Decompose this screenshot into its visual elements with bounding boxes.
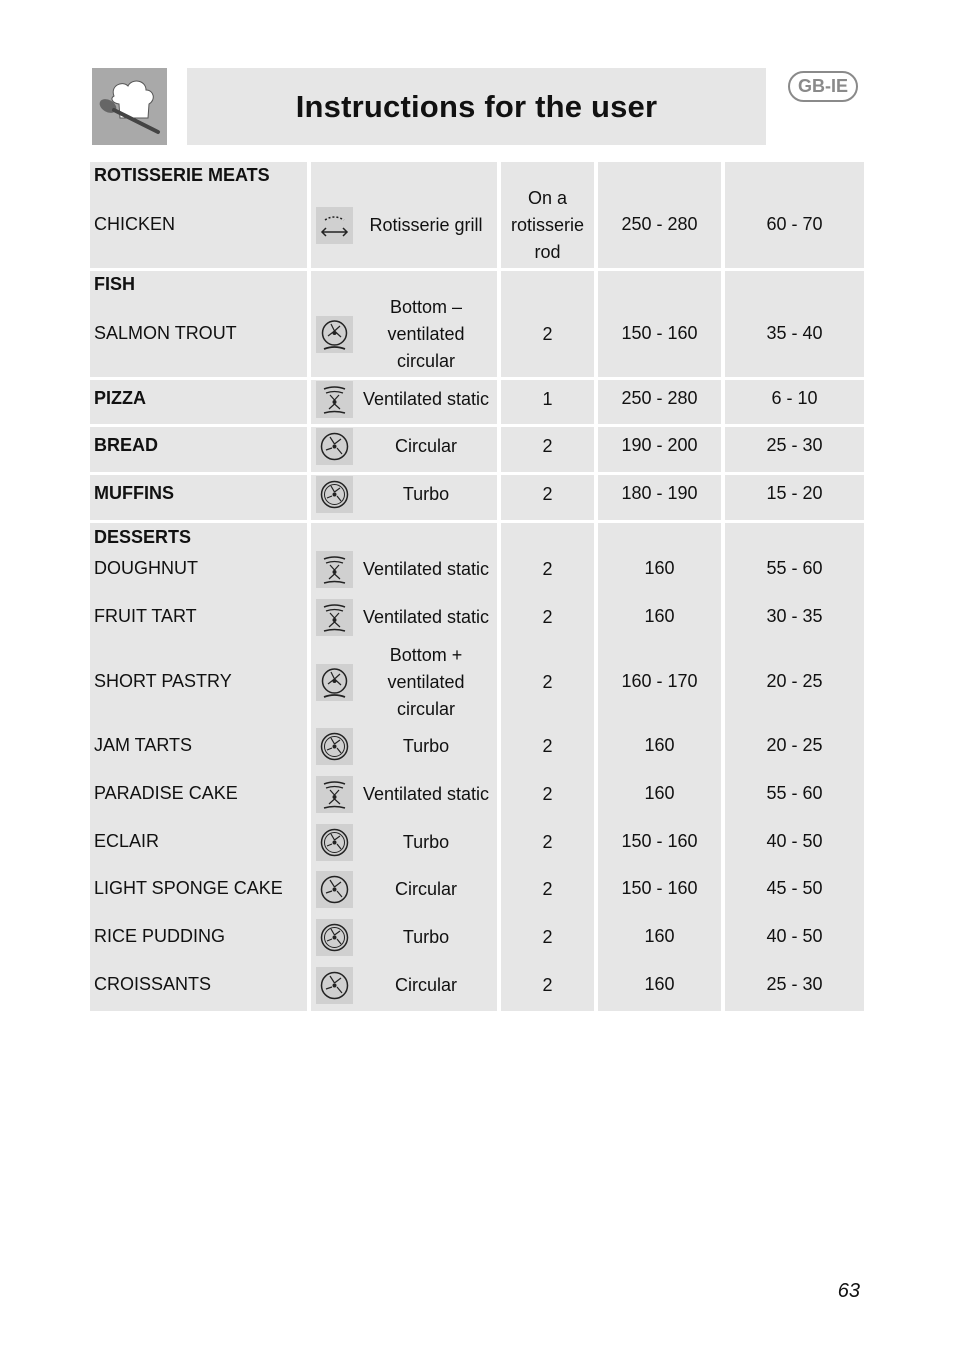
temperature: 250 - 280 <box>621 214 698 234</box>
shelf-position: 2 <box>542 606 553 627</box>
turbo-icon <box>316 824 353 861</box>
shelf-position: 2 <box>542 558 553 579</box>
temperature: 160 - 170 <box>621 671 698 691</box>
cooking-function: Ventilated static <box>362 558 490 579</box>
shelf-position: On a rotisserie rod <box>510 187 585 262</box>
category-heading: FISH <box>94 274 136 294</box>
food-name: MUFFINS <box>94 483 174 503</box>
cooking-function: Ventilated static <box>362 783 490 804</box>
shelf-position: 2 <box>542 926 553 947</box>
temperature: 160 <box>644 606 675 626</box>
cooking-time: 40 - 50 <box>766 831 823 851</box>
temperature: 150 - 160 <box>621 878 698 898</box>
shelf-position: 1 <box>542 388 553 409</box>
food-name: SHORT PASTRY <box>94 671 232 691</box>
food-name: DOUGHNUT <box>94 558 198 578</box>
food-name: LIGHT SPONGE CAKE <box>94 878 283 898</box>
page-title: Instructions for the user <box>295 88 658 124</box>
shelf-position: 2 <box>542 735 553 756</box>
temperature: 190 - 200 <box>621 435 698 455</box>
food-name: CROISSANTS <box>94 974 212 994</box>
shelf-position: 2 <box>542 483 553 504</box>
cooking-time: 30 - 35 <box>766 606 823 626</box>
food-name: SALMON TROUT <box>94 323 237 343</box>
cooking-function: Circular <box>394 974 457 995</box>
temperature: 160 <box>644 558 675 578</box>
ventilated-static-icon <box>316 381 353 418</box>
cooking-function: Rotisserie grill <box>369 214 483 235</box>
cooking-function: Turbo <box>402 926 450 947</box>
cooking-function: Ventilated static <box>362 606 490 627</box>
cooking-function: Ventilated static <box>362 388 490 409</box>
rotisserie-grill-icon <box>316 207 353 244</box>
bottom-ventilated-circular-icon <box>316 316 353 353</box>
food-name: PARADISE CAKE <box>94 783 238 803</box>
temperature: 150 - 160 <box>621 323 698 343</box>
cooking-function: Circular <box>394 435 457 456</box>
language-badge: GB-IE <box>788 71 858 102</box>
cooking-time: 55 - 60 <box>766 783 823 803</box>
food-name: BREAD <box>94 435 159 455</box>
cooking-function: Circular <box>394 878 457 899</box>
turbo-icon <box>316 476 353 513</box>
category-heading: ROTISSERIE MEATS <box>94 165 270 185</box>
cooking-time: 35 - 40 <box>766 323 823 343</box>
food-name: RICE PUDDING <box>94 926 226 946</box>
cooking-time: 55 - 60 <box>766 558 823 578</box>
ventilated-static-icon <box>316 776 353 813</box>
shelf-position: 2 <box>542 878 553 899</box>
food-name: JAM TARTS <box>94 735 193 755</box>
turbo-icon <box>316 728 353 765</box>
cooking-time: 25 - 30 <box>766 974 823 994</box>
temperature: 160 <box>644 926 675 946</box>
food-name: FRUIT TART <box>94 606 197 626</box>
cooking-function: Turbo <box>402 483 450 504</box>
temperature: 160 <box>644 735 675 755</box>
category-heading: DESSERTS <box>94 527 192 547</box>
shelf-position: 2 <box>542 831 553 852</box>
cooking-time: 15 - 20 <box>766 483 823 503</box>
temperature: 250 - 280 <box>621 388 698 408</box>
turbo-icon <box>316 919 353 956</box>
bottom-ventilated-circular-icon <box>316 664 353 701</box>
food-name: PIZZA <box>94 388 146 408</box>
page-number: 63 <box>837 1280 860 1302</box>
page-title-bar <box>187 68 766 145</box>
food-name: CHICKEN <box>94 214 176 234</box>
cooking-time: 60 - 70 <box>766 214 823 234</box>
temperature: 180 - 190 <box>621 483 698 503</box>
cooking-time: 25 - 30 <box>766 435 823 455</box>
shelf-position: 2 <box>542 435 553 456</box>
shelf-position: 2 <box>542 323 553 344</box>
cooking-function: Turbo <box>402 735 450 756</box>
circular-icon <box>316 871 353 908</box>
temperature: 150 - 160 <box>621 831 698 851</box>
food-name: ECLAIR <box>94 831 160 851</box>
cooking-function: Bottom – ventilated circular <box>387 296 465 371</box>
chef-hat-spoon-logo-icon <box>92 68 167 145</box>
circular-icon <box>316 428 353 465</box>
cooking-function: Turbo <box>402 831 450 852</box>
cooking-time: 6 - 10 <box>771 388 818 408</box>
cooking-time: 20 - 25 <box>766 735 823 755</box>
circular-icon <box>316 967 353 1004</box>
ventilated-static-icon <box>316 551 353 588</box>
cooking-function: Bottom + ventilated circular <box>387 644 465 719</box>
cooking-time: 45 - 50 <box>766 878 823 898</box>
shelf-position: 2 <box>542 974 553 995</box>
cooking-time: 40 - 50 <box>766 926 823 946</box>
cooking-time: 20 - 25 <box>766 671 823 691</box>
temperature: 160 <box>644 783 675 803</box>
shelf-position: 2 <box>542 671 553 692</box>
shelf-position: 2 <box>542 783 553 804</box>
temperature: 160 <box>644 974 675 994</box>
ventilated-static-icon <box>316 599 353 636</box>
